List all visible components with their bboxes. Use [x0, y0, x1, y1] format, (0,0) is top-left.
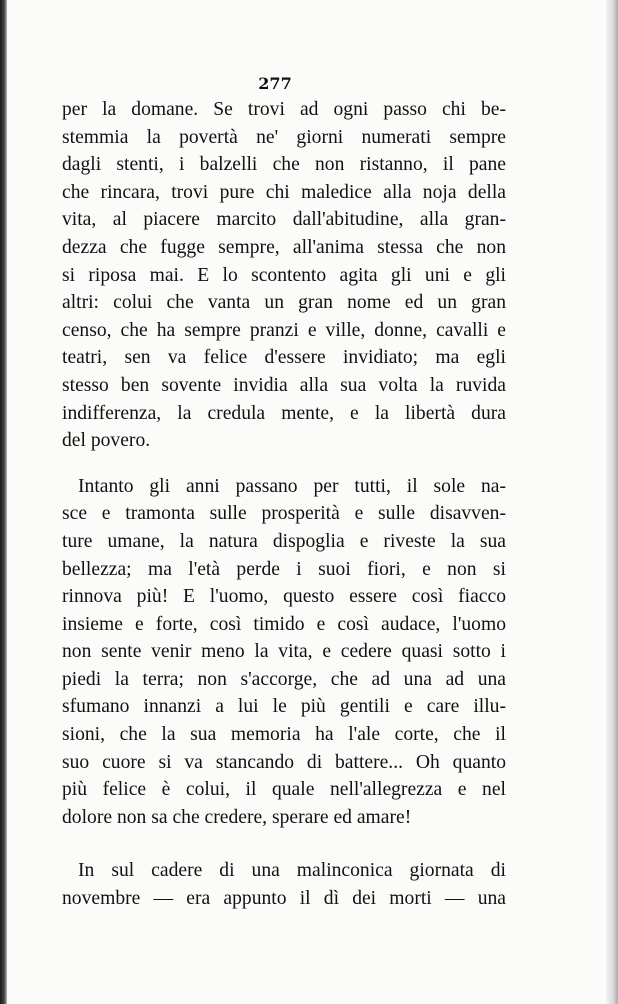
paragraph-gap: [62, 455, 506, 473]
book-spine-shadow: [0, 0, 7, 1004]
text-line: suo cuore si va stancando di battere... Oh quanto: [62, 751, 506, 773]
page-edge-shadow: [606, 0, 618, 1004]
text-line: dagli stenti, i balzelli che non ristanno, il pane: [62, 154, 506, 176]
text-line: Intanto gli anni passano per tutti, il sole na-: [78, 475, 506, 497]
text-line: altri: colui che vanta un gran nome ed un gran: [62, 292, 506, 314]
page-text: [62, 96, 506, 913]
text-line: del povero.: [62, 430, 151, 452]
text-line: censo, che ha sempre pranzi e ville, donne, cavalli e: [62, 319, 506, 341]
text-line: che rincara, trovi pure chi maledice alla noja della: [62, 181, 506, 203]
text-line: più felice è colui, il quale nell'allegrezza e nel: [62, 779, 506, 801]
paragraph-3: [62, 857, 506, 912]
text-line: insieme e forte, così timido e così audace, l'uomo: [62, 613, 506, 635]
text-line: stesso ben sovente invidia alla sua volta la ruvida: [62, 374, 506, 396]
text-line: si riposa mai. E lo scontento agita gli uni e gli: [62, 264, 506, 286]
text-line: non sente venir meno la vita, e cedere quasi sotto i: [62, 641, 506, 663]
paragraph-1: [62, 96, 506, 455]
text-line: sfumano innanzi a lui le più gentili e care illu-: [62, 696, 506, 718]
text-line: In sul cadere di una malinconica giornata di: [78, 860, 506, 882]
text-line: bellezza; ma l'età perde i suoi fiori, e non si: [62, 558, 506, 580]
paragraph-2: [62, 473, 506, 832]
text-line: vita, al piacere marcito dall'abitudine, alla gran-: [62, 209, 506, 231]
text-line: sioni, che la sua memoria ha l'ale corte, che il: [62, 724, 506, 746]
text-line: piedi la terra; non s'accorge, che ad una ad una: [62, 668, 506, 690]
paragraph-gap: [62, 831, 506, 857]
text-line: indifferenza, la credula mente, e la libertà dura: [62, 402, 506, 424]
text-line: sce e tramonta sulle prosperità e sulle disavven-: [62, 503, 506, 525]
text-line: stemmia la povertà ne' giorni numerati sempre: [62, 126, 506, 148]
text-line: rinnova più! E l'uomo, questo essere così fiacco: [62, 586, 506, 608]
text-line: novembre — era appunto il dì dei morti — una: [62, 888, 506, 910]
text-line: per la domane. Se trovi ad ogni passo chi be-: [62, 99, 506, 120]
text-line: ture umane, la natura dispoglia e riveste la sua: [62, 530, 506, 552]
text-line: dezza che fugge sempre, all'anima stessa che non: [62, 236, 506, 258]
text-line: dolore non sa che credere, sperare ed amare!: [62, 806, 412, 828]
page-number: 277: [258, 74, 292, 93]
text-line: teatri, sen va felice d'essere invidiato; ma egli: [62, 347, 506, 369]
